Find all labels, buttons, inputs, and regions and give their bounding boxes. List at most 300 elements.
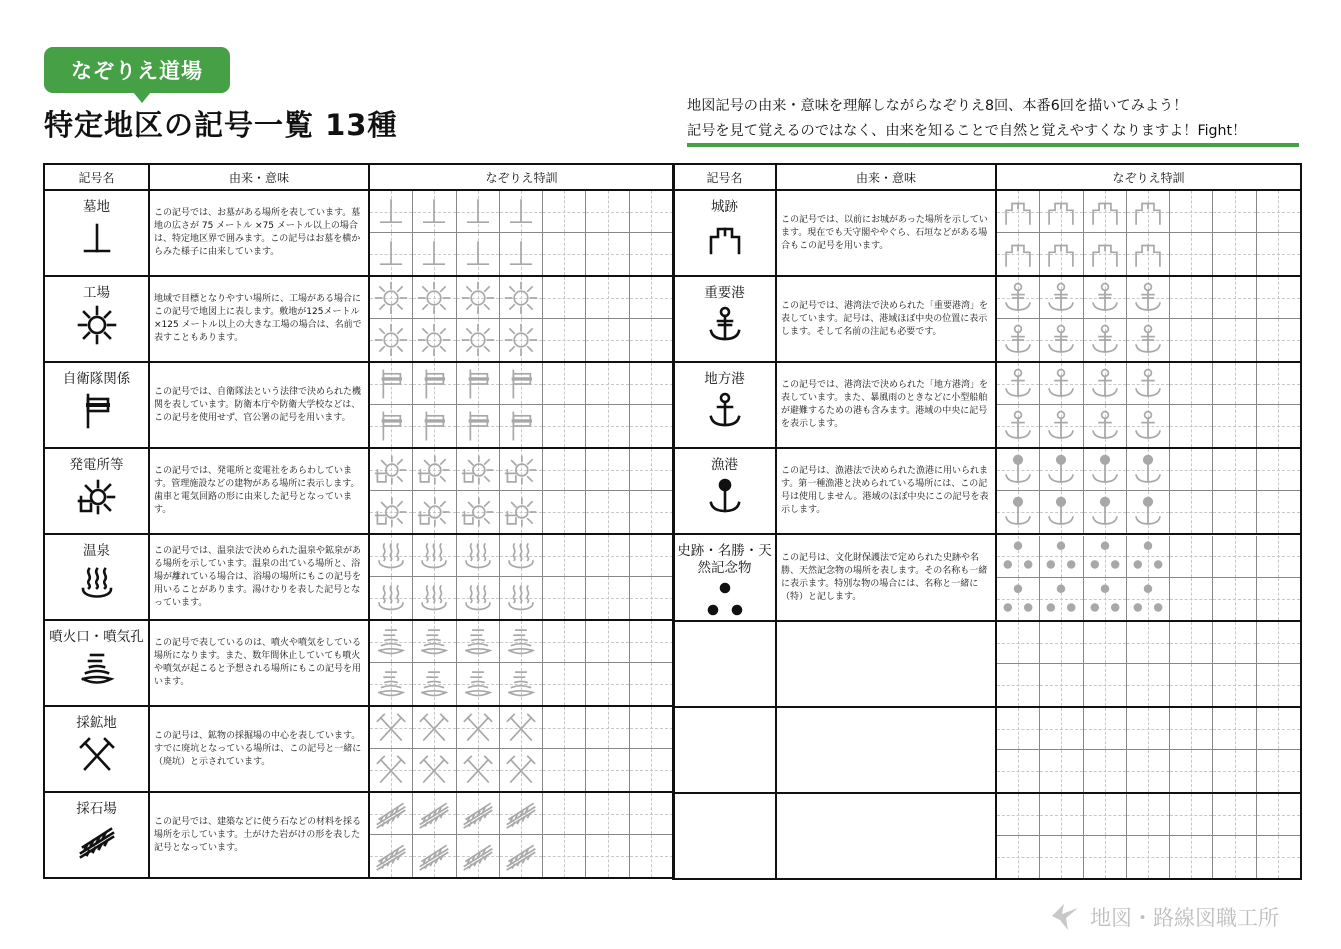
trace-cell[interactable] <box>500 621 543 663</box>
castle-ruins-icon <box>1131 195 1165 229</box>
blank-practice-cell[interactable] <box>543 793 586 835</box>
power-plant-icon <box>417 453 451 487</box>
blank-practice-cell[interactable] <box>1213 536 1256 578</box>
practice-grid <box>997 191 1300 275</box>
blank-practice-cell[interactable] <box>1257 277 1300 319</box>
trace-cell[interactable] <box>370 749 413 791</box>
mine-icon <box>374 753 408 787</box>
blank-practice-cell[interactable] <box>1040 836 1083 878</box>
blank-practice-cell[interactable] <box>1040 708 1083 750</box>
blank-practice-cell[interactable] <box>543 363 586 405</box>
trace-cell[interactable] <box>413 363 456 405</box>
blank-practice-cell[interactable] <box>1127 794 1170 836</box>
blank-practice-cell[interactable] <box>630 405 673 447</box>
blank-practice-cell[interactable] <box>586 449 629 491</box>
blank-practice-cell[interactable] <box>630 277 673 319</box>
trace-cell[interactable] <box>413 793 456 835</box>
trace-cell[interactable] <box>997 405 1040 447</box>
blank-practice-cell[interactable] <box>630 749 673 791</box>
blank-practice-cell[interactable] <box>1213 491 1256 533</box>
trace-cell[interactable] <box>413 707 456 749</box>
trace-cell[interactable] <box>500 663 543 705</box>
symbol-row <box>673 190 1301 276</box>
practice-grid-cell <box>369 620 674 706</box>
trace-cell[interactable] <box>457 319 500 361</box>
blank-practice-cell[interactable] <box>1213 794 1256 836</box>
trace-cell[interactable] <box>1084 191 1127 233</box>
trace-cell[interactable] <box>1040 233 1083 275</box>
practice-grid <box>997 794 1300 878</box>
trace-cell[interactable] <box>1084 449 1127 491</box>
hot-spring-icon <box>504 581 538 615</box>
blank-practice-cell[interactable] <box>586 491 629 533</box>
blank-practice-cell[interactable] <box>1257 536 1300 578</box>
blank-practice-cell[interactable] <box>586 835 629 877</box>
trace-cell[interactable] <box>457 277 500 319</box>
blank-practice-cell[interactable] <box>543 491 586 533</box>
blank-practice-cell[interactable] <box>586 535 629 577</box>
blank-practice-cell[interactable] <box>1170 836 1213 878</box>
trace-cell[interactable] <box>500 191 543 233</box>
trace-cell[interactable] <box>997 578 1040 620</box>
col-practice-header: なぞりえ特訓 <box>369 164 674 190</box>
practice-grid-cell <box>996 276 1301 362</box>
trace-cell[interactable] <box>1127 363 1170 405</box>
local-port-icon <box>1088 367 1122 401</box>
blank-practice-cell[interactable] <box>1170 750 1213 792</box>
blank-practice-cell[interactable] <box>1170 449 1213 491</box>
mine-icon <box>417 711 451 745</box>
trace-cell[interactable] <box>500 707 543 749</box>
blank-practice-cell[interactable] <box>997 664 1040 706</box>
symbol-name-cell <box>673 793 776 879</box>
brand-logo-icon <box>1048 902 1082 932</box>
left-table <box>43 163 675 879</box>
symbol-row <box>44 276 674 362</box>
blank-practice-cell[interactable] <box>1127 664 1170 706</box>
sdf-flag-icon <box>461 409 495 443</box>
trace-cell[interactable] <box>370 233 413 275</box>
blank-practice-cell[interactable] <box>630 707 673 749</box>
trace-cell[interactable] <box>997 536 1040 578</box>
trace-cell[interactable] <box>413 491 456 533</box>
symbol-name-cell <box>44 362 149 448</box>
blank-practice-cell[interactable] <box>1213 664 1256 706</box>
blank-practice-cell[interactable] <box>1170 405 1213 447</box>
blank-practice-cell[interactable] <box>997 708 1040 750</box>
trace-cell[interactable] <box>370 363 413 405</box>
trace-cell[interactable] <box>1127 536 1170 578</box>
blank-practice-cell[interactable] <box>543 663 586 705</box>
blank-practice-cell[interactable] <box>586 621 629 663</box>
practice-grid-cell <box>369 190 674 276</box>
symbol-name: 史跡・名勝・天然記念物 <box>677 543 772 576</box>
blank-practice-cell[interactable] <box>997 622 1040 664</box>
blank-practice-cell[interactable] <box>586 663 629 705</box>
blank-practice-cell[interactable] <box>543 191 586 233</box>
trace-cell[interactable] <box>457 793 500 835</box>
blank-practice-cell[interactable] <box>997 794 1040 836</box>
blank-practice-cell[interactable] <box>543 449 586 491</box>
grave-icon <box>504 195 538 229</box>
fishing-port-icon <box>1088 453 1122 487</box>
trace-cell[interactable] <box>413 835 456 877</box>
quarry-icon <box>77 821 117 861</box>
blank-practice-cell[interactable] <box>1170 708 1213 750</box>
trace-cell[interactable] <box>457 405 500 447</box>
trace-cell[interactable] <box>500 277 543 319</box>
col-name-header: 記号名 <box>44 164 149 190</box>
symbol-row <box>673 534 1301 621</box>
trace-cell[interactable] <box>1084 277 1127 319</box>
blank-practice-cell[interactable] <box>630 449 673 491</box>
blank-practice-cell[interactable] <box>1213 750 1256 792</box>
blank-practice-cell[interactable] <box>1213 277 1256 319</box>
trace-cell[interactable] <box>413 405 456 447</box>
trace-cell[interactable] <box>997 319 1040 361</box>
blank-practice-cell[interactable] <box>630 835 673 877</box>
blank-practice-cell[interactable] <box>1170 277 1213 319</box>
blank-practice-cell[interactable] <box>1084 794 1127 836</box>
blank-practice-cell[interactable] <box>1213 191 1256 233</box>
blank-practice-cell[interactable] <box>1257 750 1300 792</box>
blank-practice-cell[interactable] <box>586 233 629 275</box>
trace-cell[interactable] <box>457 621 500 663</box>
blank-practice-cell[interactable] <box>1257 405 1300 447</box>
blank-practice-cell[interactable] <box>1257 794 1300 836</box>
practice-grid-cell <box>369 534 674 620</box>
factory-icon <box>461 281 495 315</box>
trace-cell[interactable] <box>1127 491 1170 533</box>
trace-cell[interactable] <box>1040 363 1083 405</box>
blank-practice-cell[interactable] <box>1040 794 1083 836</box>
trace-cell[interactable] <box>1084 363 1127 405</box>
symbol-name: 漁港 <box>711 457 738 473</box>
trace-cell[interactable] <box>500 793 543 835</box>
trace-cell[interactable] <box>413 535 456 577</box>
blank-practice-cell[interactable] <box>586 577 629 619</box>
blank-practice-cell[interactable] <box>1170 794 1213 836</box>
trace-cell[interactable] <box>457 835 500 877</box>
hot-spring-icon <box>77 563 117 603</box>
blank-practice-cell[interactable] <box>1170 491 1213 533</box>
blank-practice-cell[interactable] <box>1213 578 1256 620</box>
quarry-icon <box>461 839 495 873</box>
hot-spring-icon <box>417 581 451 615</box>
blank-practice-cell[interactable] <box>543 749 586 791</box>
blank-practice-cell[interactable] <box>1213 363 1256 405</box>
practice-grid-cell <box>996 448 1301 534</box>
blank-practice-cell[interactable] <box>1257 449 1300 491</box>
trace-cell[interactable] <box>500 233 543 275</box>
practice-grid <box>997 449 1300 533</box>
trace-cell[interactable] <box>370 707 413 749</box>
blank-practice-cell[interactable] <box>630 319 673 361</box>
blank-practice-cell[interactable] <box>543 277 586 319</box>
sdf-flag-icon <box>417 409 451 443</box>
trace-cell[interactable] <box>370 793 413 835</box>
trace-cell[interactable] <box>413 319 456 361</box>
trace-cell[interactable] <box>457 363 500 405</box>
symbol-name-cell <box>673 621 776 707</box>
trace-cell[interactable] <box>1084 405 1127 447</box>
blank-practice-cell[interactable] <box>1170 536 1213 578</box>
blank-practice-cell[interactable] <box>1170 578 1213 620</box>
symbol-row <box>673 448 1301 534</box>
blank-practice-cell[interactable] <box>586 363 629 405</box>
grave-icon <box>374 237 408 271</box>
blank-practice-cell[interactable] <box>630 535 673 577</box>
grave-icon <box>77 219 117 259</box>
blank-practice-cell[interactable] <box>586 277 629 319</box>
practice-grid <box>370 191 673 275</box>
trace-cell[interactable] <box>413 277 456 319</box>
blank-practice-cell[interactable] <box>1127 750 1170 792</box>
practice-grid <box>997 622 1300 706</box>
trace-cell[interactable] <box>500 405 543 447</box>
trace-cell[interactable] <box>1084 536 1127 578</box>
blank-practice-cell[interactable] <box>543 233 586 275</box>
local-port-icon <box>1001 409 1035 443</box>
blank-practice-cell[interactable] <box>543 405 586 447</box>
trace-cell[interactable] <box>1084 233 1127 275</box>
blank-practice-cell[interactable] <box>1084 622 1127 664</box>
power-plant-icon <box>77 477 117 517</box>
blank-practice-cell[interactable] <box>586 319 629 361</box>
mine-icon <box>461 711 495 745</box>
blank-practice-cell[interactable] <box>1257 708 1300 750</box>
blank-practice-cell[interactable] <box>1040 750 1083 792</box>
local-port-icon <box>1131 409 1165 443</box>
trace-cell[interactable] <box>500 535 543 577</box>
trace-cell[interactable] <box>1040 536 1083 578</box>
symbol-name: 地方港 <box>704 371 745 387</box>
intro-rule <box>687 143 1299 147</box>
trace-cell[interactable] <box>1084 319 1127 361</box>
trace-cell[interactable] <box>500 491 543 533</box>
trace-cell[interactable] <box>1127 449 1170 491</box>
mine-icon <box>417 753 451 787</box>
mine-icon <box>504 753 538 787</box>
trace-cell[interactable] <box>997 449 1040 491</box>
blank-practice-cell[interactable] <box>1213 836 1256 878</box>
blank-practice-cell[interactable] <box>1257 191 1300 233</box>
trace-cell[interactable] <box>500 363 543 405</box>
trace-cell[interactable] <box>1040 491 1083 533</box>
trace-cell[interactable] <box>457 233 500 275</box>
trace-cell[interactable] <box>370 319 413 361</box>
blank-practice-cell[interactable] <box>586 191 629 233</box>
blank-practice-cell[interactable] <box>630 363 673 405</box>
blank-practice-cell[interactable] <box>997 750 1040 792</box>
grave-icon <box>417 195 451 229</box>
trace-cell[interactable] <box>457 663 500 705</box>
power-plant-icon <box>461 453 495 487</box>
trace-cell[interactable] <box>997 363 1040 405</box>
blank-practice-cell[interactable] <box>1257 233 1300 275</box>
castle-ruins-icon <box>1044 237 1078 271</box>
trace-cell[interactable] <box>1127 233 1170 275</box>
right-header-row <box>673 164 1301 190</box>
blank-practice-cell[interactable] <box>997 836 1040 878</box>
blank-practice-cell[interactable] <box>1170 319 1213 361</box>
col-practice-header: なぞりえ特訓 <box>996 164 1301 190</box>
trace-cell[interactable] <box>1040 578 1083 620</box>
trace-cell[interactable] <box>370 449 413 491</box>
trace-cell[interactable] <box>1127 405 1170 447</box>
blank-practice-cell[interactable] <box>1257 491 1300 533</box>
trace-cell[interactable] <box>413 233 456 275</box>
trace-cell[interactable] <box>370 491 413 533</box>
blank-practice-cell[interactable] <box>630 491 673 533</box>
trace-cell[interactable] <box>500 835 543 877</box>
trace-cell[interactable] <box>413 577 456 619</box>
symbol-name-cell <box>44 792 149 878</box>
blank-practice-cell[interactable] <box>630 621 673 663</box>
blank-practice-cell[interactable] <box>1213 233 1256 275</box>
trace-cell[interactable] <box>500 449 543 491</box>
practice-grid <box>370 621 673 705</box>
blank-practice-cell[interactable] <box>1170 622 1213 664</box>
trace-cell[interactable] <box>1040 405 1083 447</box>
grave-icon <box>374 195 408 229</box>
symbol-name-cell <box>44 276 149 362</box>
blank-practice-cell[interactable] <box>543 577 586 619</box>
trace-cell[interactable] <box>457 749 500 791</box>
blank-practice-cell[interactable] <box>1084 750 1127 792</box>
trace-cell[interactable] <box>997 191 1040 233</box>
blank-practice-cell[interactable] <box>630 663 673 705</box>
trace-cell[interactable] <box>370 405 413 447</box>
major-port-icon <box>1044 281 1078 315</box>
trace-cell[interactable] <box>1127 319 1170 361</box>
blank-practice-cell[interactable] <box>1213 405 1256 447</box>
trace-cell[interactable] <box>457 535 500 577</box>
trace-cell[interactable] <box>370 191 413 233</box>
symbol-name: 採鉱地 <box>76 715 117 731</box>
trace-cell[interactable] <box>413 663 456 705</box>
trace-cell[interactable] <box>370 577 413 619</box>
blank-practice-cell[interactable] <box>1257 836 1300 878</box>
blank-practice-cell[interactable] <box>1257 622 1300 664</box>
blank-practice-cell[interactable] <box>1084 664 1127 706</box>
trace-cell[interactable] <box>370 663 413 705</box>
trace-cell[interactable] <box>1040 449 1083 491</box>
trace-cell[interactable] <box>370 621 413 663</box>
trace-cell[interactable] <box>997 277 1040 319</box>
mine-icon <box>504 711 538 745</box>
trace-cell[interactable] <box>413 621 456 663</box>
blank-practice-cell[interactable] <box>1213 622 1256 664</box>
symbol-name: 重要港 <box>704 285 745 301</box>
trace-cell[interactable] <box>413 191 456 233</box>
symbol-row <box>673 362 1301 448</box>
blank-practice-cell[interactable] <box>543 707 586 749</box>
trace-cell[interactable] <box>1084 491 1127 533</box>
blank-practice-cell[interactable] <box>630 233 673 275</box>
trace-cell[interactable] <box>1040 191 1083 233</box>
trace-cell[interactable] <box>457 491 500 533</box>
blank-practice-cell[interactable] <box>1257 363 1300 405</box>
blank-practice-cell[interactable] <box>1127 708 1170 750</box>
blank-practice-cell[interactable] <box>543 535 586 577</box>
trace-cell[interactable] <box>500 749 543 791</box>
crater-icon <box>461 667 495 701</box>
blank-practice-cell[interactable] <box>1257 578 1300 620</box>
blank-practice-cell[interactable] <box>630 793 673 835</box>
blank-practice-cell[interactable] <box>543 319 586 361</box>
trace-cell[interactable] <box>413 449 456 491</box>
blank-practice-cell[interactable] <box>1084 836 1127 878</box>
major-port-icon <box>1131 323 1165 357</box>
blank-practice-cell[interactable] <box>630 577 673 619</box>
blank-practice-cell[interactable] <box>586 707 629 749</box>
trace-cell[interactable] <box>1127 578 1170 620</box>
blank-practice-cell[interactable] <box>1040 622 1083 664</box>
blank-practice-cell[interactable] <box>1213 319 1256 361</box>
trace-cell[interactable] <box>997 491 1040 533</box>
badge: なぞりえ道場 <box>44 47 230 93</box>
blank-practice-cell[interactable] <box>1170 191 1213 233</box>
trace-cell[interactable] <box>1084 578 1127 620</box>
blank-practice-cell[interactable] <box>1170 363 1213 405</box>
blank-practice-cell[interactable] <box>543 621 586 663</box>
trace-cell[interactable] <box>457 191 500 233</box>
blank-practice-cell[interactable] <box>1213 449 1256 491</box>
blank-practice-cell[interactable] <box>1084 708 1127 750</box>
blank-practice-cell[interactable] <box>586 793 629 835</box>
symbol-description: この記号では、建築などに使う石などの材料を採る場所を示しています。土がけた岩がけの形を表した記号となっています。 <box>149 792 369 878</box>
trace-cell[interactable] <box>370 535 413 577</box>
blank-practice-cell[interactable] <box>1040 664 1083 706</box>
trace-cell[interactable] <box>500 319 543 361</box>
blank-practice-cell[interactable] <box>1127 622 1170 664</box>
blank-practice-cell[interactable] <box>630 191 673 233</box>
blank-practice-cell[interactable] <box>543 835 586 877</box>
blank-practice-cell[interactable] <box>1257 664 1300 706</box>
sdf-flag-icon <box>374 367 408 401</box>
quarry-icon <box>504 797 538 831</box>
trace-cell[interactable] <box>1127 277 1170 319</box>
trace-cell[interactable] <box>370 277 413 319</box>
sdf-flag-icon <box>374 409 408 443</box>
blank-practice-cell[interactable] <box>1257 319 1300 361</box>
trace-cell[interactable] <box>457 707 500 749</box>
trace-cell[interactable] <box>370 835 413 877</box>
trace-cell[interactable] <box>457 577 500 619</box>
crater-icon <box>374 625 408 659</box>
blank-practice-cell[interactable] <box>1170 664 1213 706</box>
quarry-icon <box>461 797 495 831</box>
trace-cell[interactable] <box>413 749 456 791</box>
blank-practice-cell[interactable] <box>1213 708 1256 750</box>
fishing-port-icon <box>1131 495 1165 529</box>
trace-cell[interactable] <box>997 233 1040 275</box>
intro-line-1: 地図記号の由来・意味を理解しながらなぞりえ8回、本番6回を描いてみよう！ <box>687 98 1188 114</box>
blank-practice-cell[interactable] <box>586 405 629 447</box>
practice-grid-cell <box>369 706 674 792</box>
blank-practice-cell[interactable] <box>1170 233 1213 275</box>
trace-cell[interactable] <box>500 577 543 619</box>
trace-cell[interactable] <box>1040 319 1083 361</box>
blank-practice-cell[interactable] <box>1127 836 1170 878</box>
trace-cell[interactable] <box>457 449 500 491</box>
trace-cell[interactable] <box>1127 191 1170 233</box>
trace-cell[interactable] <box>1040 277 1083 319</box>
sdf-flag-icon <box>461 367 495 401</box>
blank-practice-cell[interactable] <box>586 749 629 791</box>
symbol-description: この記号は、文化財保護法で定められた史跡や名勝、天然記念物の場所を表します。その名称も一緒に表示ます。特別な物の場合には、名称と一緒に（特）と記します。 <box>776 534 996 621</box>
